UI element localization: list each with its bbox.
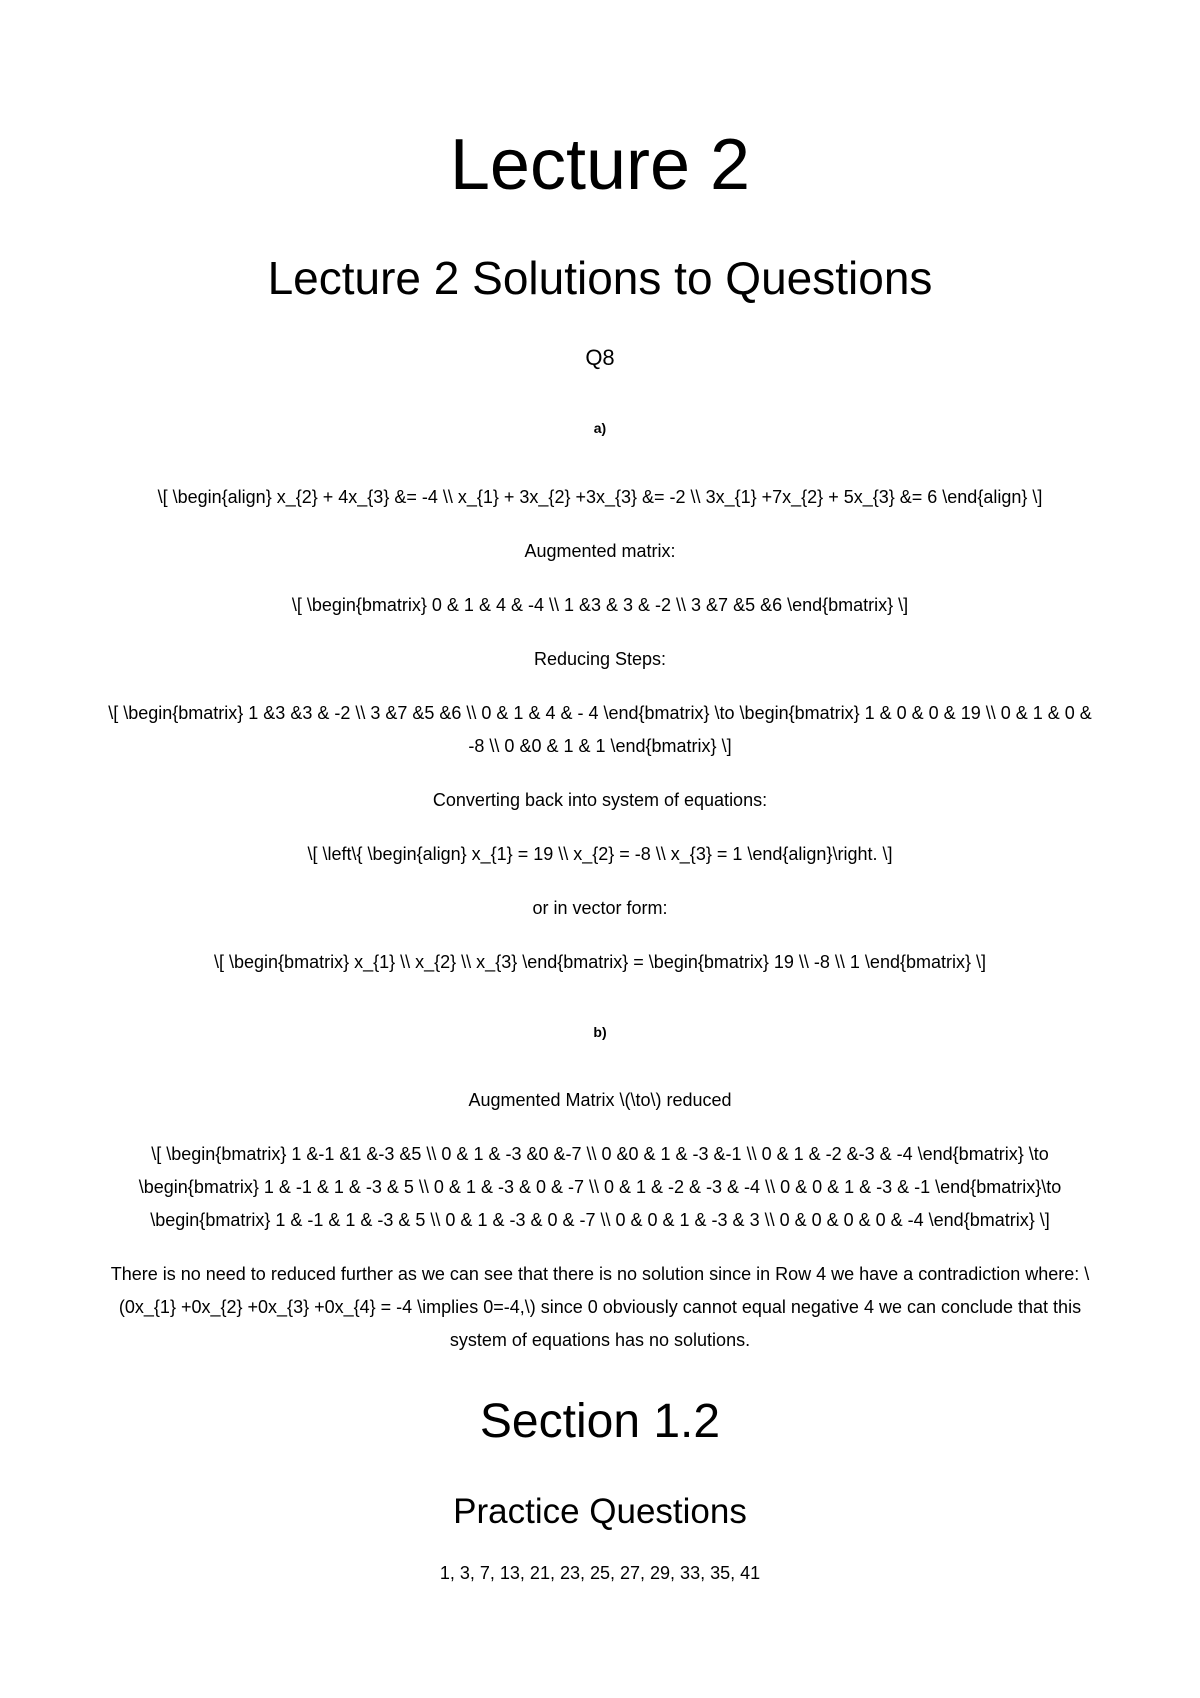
part-b-reducing-steps: \[ \begin{bmatrix} 1 &-1 &1 &-3 &5 \\ 0 & 1 & -3 &0 &-7 \\ 0 &0 & 1 & -3 &-1 \\ 0 & 1 & -2 &-3 & -4 \end{bmatrix} \to \begin{bmatrix} 1 & -1 & 1 & -3 & 5 \\ 0 & 1 & -3 & 0 & -7 \\ 0 & 1 & -2 & -3 & -4 \\ 0 & 0 & 1 & -3 & -1 \end{bmatrix}\to \begin{bmatrix} 1 & -1 & 1 & -3 & 5 \\ 0 & 1 & -3 & 0 & -7 \\ 0 & 0 & 1 & -3 & 3 \\ 0 & 0 & 0 & 0 & -4 \end{bmatrix} \] xyxy=(138,1144,1062,1230)
section-title: Section 1.2 xyxy=(479,1395,721,1448)
part-a-converting-label: Converting back into system of equations: xyxy=(432,790,768,810)
practice-title: Practice Questions xyxy=(453,1492,747,1531)
document-title: Lecture 2 xyxy=(449,125,751,205)
part-a-reducing-steps: \[ \begin{bmatrix} 1 &3 &3 & -2 \\ 3 &7 &5 &6 \\ 0 & 1 & 4 & - 4 \end{bmatrix} \to \begin{bmatrix} 1 & 0 & 0 & 19 \\ 0 & 1 & 0 & -8 \\ 0 &0 & 1 & 1 \end{bmatrix} \] xyxy=(108,703,1092,756)
part-a-augmented-label: Augmented matrix: xyxy=(524,541,676,561)
part-b-conclusion: There is no need to reduced further as we can see that there is no solution since in Row 4 we have a contradiction where: \(0x_{1} +0x_{2} +0x_{3} +0x_{4} = -4 \implies 0=-4,\) since 0 obviously cannot equal negative 4 we can conclude that this system of equations has no solutions. xyxy=(110,1264,1090,1350)
part-b-augmented-label: Augmented Matrix \(\to\) reduced xyxy=(468,1090,732,1110)
question-heading: Q8 xyxy=(585,345,615,370)
practice-question-list: 1, 3, 7, 13, 21, 23, 25, 27, 29, 33, 35, 41 xyxy=(439,1563,761,1583)
part-a-label: a) xyxy=(593,420,607,436)
part-b-label: b) xyxy=(593,1024,607,1040)
part-a-augmented-matrix: \[ \begin{bmatrix} 0 & 1 & 4 & -4 \\ 1 &3 & 3 & -2 \\ 3 &7 &5 &6 \end{bmatrix} \] xyxy=(291,595,909,615)
part-a-reducing-label: Reducing Steps: xyxy=(533,649,667,669)
part-a-vector-result: \[ \begin{bmatrix} x_{1} \\ x_{2} \\ x_{3} \end{bmatrix} = \begin{bmatrix} 19 \\ -8 \\ 1 \end{bmatrix} \] xyxy=(214,952,986,972)
part-a-vector-label: or in vector form: xyxy=(532,898,668,918)
document-subtitle: Lecture 2 Solutions to Questions xyxy=(267,252,933,304)
part-a-system-result: \[ \left\{ \begin{align} x_{1} = 19 \\ x_{2} = -8 \\ x_{3} = 1 \end{align}\right. \] xyxy=(307,844,893,864)
part-a-system-equations: \[ \begin{align} x_{2} + 4x_{3} &= -4 \\ x_{1} + 3x_{2} +3x_{3} &= -2 \\ 3x_{1} +7x_{2} + 5x_{3} &= 6 \end{align} \] xyxy=(157,487,1043,507)
